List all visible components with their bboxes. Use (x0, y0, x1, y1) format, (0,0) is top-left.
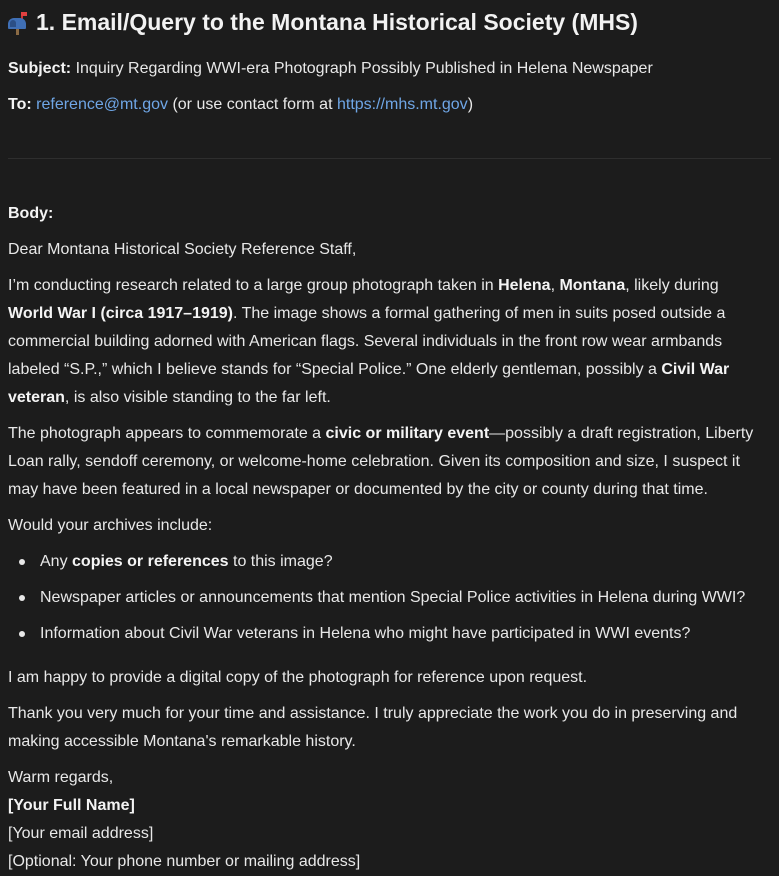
p1-bold-helena: Helena (498, 277, 551, 294)
body-label: Body: (8, 205, 54, 222)
signature-name: [Your Full Name] (8, 797, 135, 814)
divider (8, 158, 771, 159)
heading-number: 1. (36, 9, 56, 35)
p1-text: . The image shows a formal gathering of men in suits posed outside a (233, 305, 726, 322)
p1-bold-civil-war: Civil War (661, 361, 730, 378)
archive-questions-list (8, 548, 773, 656)
mailbox-icon (8, 12, 28, 34)
thanks-paragraph (8, 700, 773, 756)
list-item (8, 548, 773, 576)
p1-bold-montana: Montana (559, 277, 626, 294)
p2-text: The photograph appears to commemorate a (8, 425, 326, 442)
list-item-text: to this image? (228, 553, 333, 570)
p1-text: , likely during (625, 277, 719, 294)
subject-line (8, 55, 771, 83)
bullet-dot (19, 631, 25, 637)
list-item (8, 584, 773, 612)
thanks-line-2: making accessible Montana's remarkable history. (8, 733, 356, 750)
signature-optional: [Optional: Your phone number or mailing address] (8, 853, 361, 870)
heading-title: Email/Query to the Montana Historical Society (MHS) (61, 9, 638, 35)
thanks-line-1: Thank you very much for your time and assistance. I truly appreciate the work you do in preserving and (8, 705, 738, 722)
to-end-text: ) (467, 96, 474, 113)
sign-off: Warm regards, (8, 769, 114, 786)
p2-text: —possibly a draft registration, Liberty (489, 425, 754, 442)
subject-value: Inquiry Regarding WWI-era Photograph Possibly Published in Helena Newspaper (75, 60, 653, 77)
p1-text: commercial building adorned with American flags. Several individuals in the front row wear armbands (8, 333, 723, 350)
p1-bold-veteran: veteran (8, 389, 65, 406)
bullet-dot (19, 559, 25, 565)
bullet-dot (19, 595, 25, 601)
list-item (8, 620, 773, 648)
signature-block (8, 764, 773, 876)
section-heading (8, 4, 638, 40)
website-link[interactable]: https://mhs.mt.gov (336, 96, 468, 113)
to-line (8, 91, 771, 119)
list-item-text: Any (40, 553, 73, 570)
subject-label: Subject: (8, 60, 72, 77)
list-item-text: Newspaper articles or announcements that mention Special Police activities in Helena during WWI? (40, 589, 746, 606)
to-middle-text: (or use contact form at (172, 96, 333, 113)
p1-text: I’m conducting research related to a large group photograph taken in (8, 277, 499, 294)
to-label: To: (8, 96, 32, 113)
p2-text: Loan rally, sendoff ceremony, or welcome-home celebration. Given its composition and size, I suspect it (8, 453, 740, 470)
list-item-text: Information about Civil War veterans in Helena who might have participated in WWI events? (40, 625, 691, 642)
p1-text: , is also visible standing to the far left. (64, 389, 331, 406)
p2-bold-event: civic or military event (325, 425, 490, 442)
question-text: Would your archives include: (8, 517, 213, 534)
paragraph-2 (8, 420, 773, 504)
list-item-bold: copies or references (72, 553, 229, 570)
email-link[interactable]: reference@mt.gov (36, 96, 168, 113)
signature-email: [Your email address] (8, 825, 154, 842)
greeting: Dear Montana Historical Society Reference Staff, (8, 241, 357, 258)
p1-text: labeled “S.P.,” which I believe stands for “Special Police.” One elderly gentleman, possibly a (8, 361, 662, 378)
offer-text: I am happy to provide a digital copy of the photograph for reference upon request. (8, 669, 588, 686)
p2-text: may have been featured in a local newspaper or documented by the city or county during that time. (8, 481, 708, 498)
paragraph-1 (8, 272, 773, 412)
p1-bold-wwi: World War I (circa 1917–1919) (8, 305, 233, 322)
p1-text: , (550, 277, 560, 294)
